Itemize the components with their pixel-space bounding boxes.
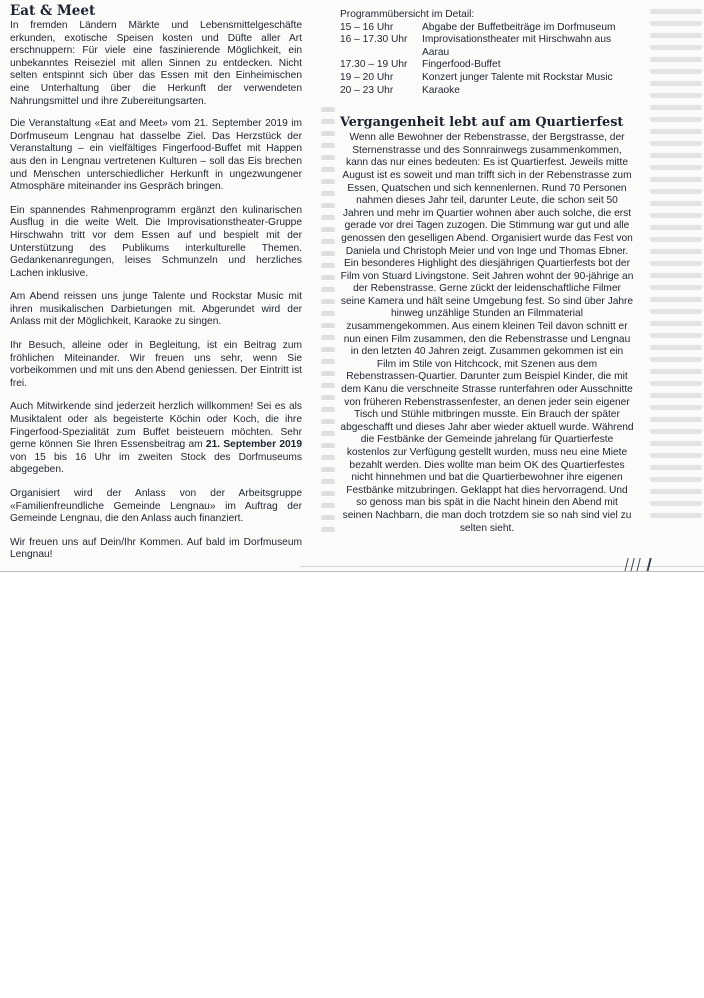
paragraph: Ein spannendes Rahmenprogramm ergänzt den kulinarischen Ausflug in die weite Welt. Die Improvisationstheater-Gruppe Hirschwahn tritt vor dem Essen auf und bespielt mit der Unterstützung des Publikums interkulturelle Themen. Gedankenanregungen, leises Schmunzeln und herzliches Lachen inklusive. (10, 204, 302, 279)
paragraph: Ihr Besuch, alleine oder in Begleitung, ist ein Beitrag zum fröhlichen Miteinander. Wir freuen uns sehr, wenn Sie vorbeikommen und mit uns den Abend geniessen. Der Eintritt ist frei. (10, 340, 302, 389)
paragraph: Wenn alle Bewohner der Rebenstrasse, der Bergstrasse, der Sternenstrasse und des Sonnrainwegs zusammenkommen, kann das nur eines bedeuten: Es ist Quartierfest. Jeweils mitte August ist es soweit und man trifft sich in der Rebenstrasse zum Essen, Quatschen und sich kennenlernen. Rund 70 Personen nahmen dieses Jahr teil, darunter Leute, die schon seit 50 Jahren und mehr im Quartier wohnen aber auch solche, die erst gerade vor drei Tagen zuzogen. Die Stimmung war gut und alle genossen den geselligen Abend. Organisiert wurde das Fest von Daniela und Christoph Meier und von Inge und Thomas Ebner. Ein besonderes Highlight des diesjährigen Quartierfests bot der Film von Stuard Livingstone. Seit Jahren wohnt der 90-jährige an der Rebenstrasse. Gerne zückt der leidenschaftliche Filmer seine Kamera und hält seine Umgebung fest. So sind über Jahre hinweg unzählige Stunden an Filmmaterial zusammengekommen. Aus einem kleinen Teil davon schnitt er nun einen Film zusammen, den die Rebenstrasse und Lengnau in den letzten 40 Jahren zeigt. Zusammen gekommen ist ein Film im Stile von Hitchcock, mit Szenen aus dem Rebenstrassen-Quartier. Darunter zum Beispiel Kinder, die mit dem Kanu die verschneite Strasse runterfahren oder Ausschnitte von früheren Rebenstrassenfester, an denen jeder sein eigener Tisch und Stühle mitbringen musste. Ein Brauch der später abgeschafft und dieses Jahr aber wieder aktuell wurde. Während die Festbänke der Gemeinde jahrelang für Quartierfeste kostenlos zur Verfügung gestellt wurden, muss neu eine Miete bezahlt werden. Dies wollte man beim OK des Quartierfestes nicht hinnehmen und bat die Quartierbewohner ihre eigenen Festbänke mitzubringen. Geklappt hat dies hervorragend. Und so genoss man bis spät in die Nacht hinein den Abend mit seinen Nachbarn, die man doch trotzdem sie so nah sind viel zu selten sieht. (340, 132, 634, 534)
bleed-through-text (650, 2, 702, 562)
article-title-quartierfest: Vergangenheit lebt auf am Quartierfest (340, 115, 624, 131)
paragraph-contributors (10, 401, 302, 477)
program-time: 19 – 20 Uhr (340, 71, 394, 83)
text: Auch Mitwirkende sind jederzeit herzlich willkommen! Sei es als Musiktalent oder als begeisterte Köchin oder Koch, die ihre Fingerfood-Spezialität zum Buffet beisteuern möchten. Sehr gerne können Sie Ihren Essensbeitrag am (10, 401, 302, 451)
text: von 15 bis 16 Uhr im zweiten Stock des Dorfmuseums abgegeben. (10, 451, 302, 476)
page-edge (0, 571, 704, 572)
program-time: 17.30 – 19 Uhr (340, 59, 408, 71)
left-column (10, 4, 302, 573)
program-item: Improvisationstheater mit Hirschwahn aus Aarau (422, 34, 612, 58)
program-item: Abgabe der Buffetbeiträge im Dorfmuseum (422, 21, 616, 33)
paragraph: Am Abend reissen uns junge Talente und Rockstar Music mit ihren musikalischen Darbietungen mit. Abgerundet wird der Anlass mit der Möglichkeit, Karaoke zu singen. (10, 291, 302, 328)
bleed-through-text (321, 100, 335, 560)
paragraph: Organisiert wird der Anlass von der Arbeitsgruppe «Familienfreundliche Gemeinde Lengnau» im Auftrag der Gemeinde Lengnau, die den Anlass auch finanziert. (10, 488, 302, 525)
program-title: Programmübersicht im Detail: (340, 9, 475, 20)
highlight-date: 21. September 2019 (205, 439, 302, 451)
program-item: Konzert junger Talente mit Rockstar Music (422, 71, 613, 83)
right-column (340, 4, 634, 546)
page-mark (622, 558, 662, 572)
program-schedule (340, 22, 634, 98)
paragraph: In fremden Ländern Märkte und Lebensmittelgeschäfte erkunden, exotische Speisen kosten und Düfte aller Art erschnuppern: Für viele eine faszinierende Möglichkeit, ein unbekanntes Reiseziel mit allen Sinnen zu entdecken. Nicht selten entspinnt sich über das Essen mit den Einheimischen eine Unterhaltung über die Herkunft der verwendeten Nahrungsmittel und ihre Zubereitungsarten. (10, 20, 302, 107)
program-time: 16 – 17.30 Uhr (340, 34, 408, 46)
paragraph: Wir freuen uns auf Dein/Ihr Kommen. Auf bald im Dorfmuseum Lengnau! (10, 536, 302, 561)
program-item: Fingerfood-Buffet (422, 59, 501, 71)
paragraph: Die Veranstaltung «Eat and Meet» vom 21. September 2019 im Dorfmuseum Lengnau hat dasselbe Ziel. Das Herzstück der Veranstaltung – ein vielfältiges Fingerfood-Buffet mit Happen aus den in Lengnau vertretenen Kulturen – soll das Eis brechen und Menschen unterschiedlicher Herkunft in ungezwungener Atmosphäre miteinander ins Gespräch bringen. (10, 118, 302, 193)
program-time: 20 – 23 Uhr (340, 84, 394, 96)
program-item: Karaoke (422, 84, 460, 96)
program-time: 15 – 16 Uhr (340, 21, 394, 33)
article-title-eat-meet: Eat & Meet (10, 3, 96, 19)
